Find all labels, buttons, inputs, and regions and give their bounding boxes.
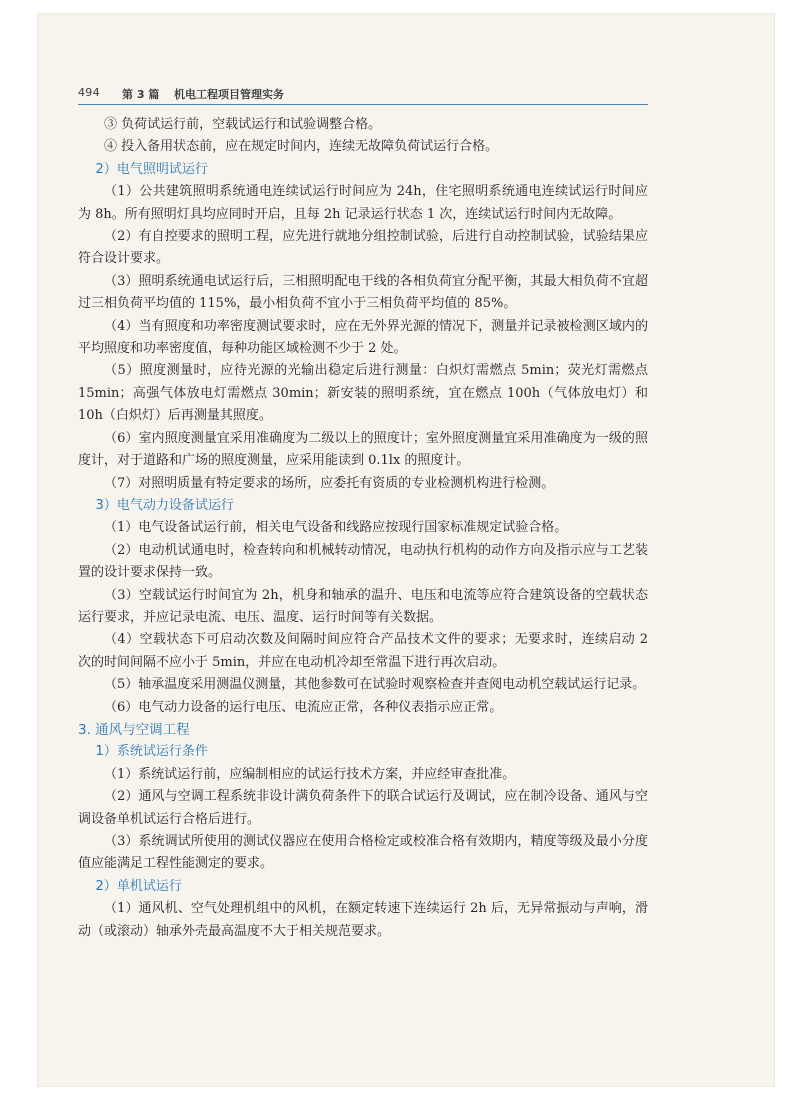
subsection-heading: 2）电气照明试运行 bbox=[95, 161, 208, 177]
body-paragraph: （4）当有照度和功率密度测试要求时，应在无外界光源的情况下，测量并记录被检测区域内的平均照度和功率密度值，每种功能区域检测不少于 2 处。 bbox=[78, 318, 648, 357]
body-paragraph: （1）公共建筑照明系统通电连续试运行时间应为 24h，住宅照明系统通电连续试运行时间应为 8h。所有照明灯具均应同时开启，且每 2h 记录运行状态 1 次，连续试运行时间内无故障。 bbox=[78, 184, 648, 222]
body-paragraph: （5）轴承温度采用测温仪测量，其他参数可在试验时观察检查并查阅电动机空载试运行记录。 bbox=[104, 677, 646, 693]
body-paragraph: ④ 投入备用状态前，应在规定时间内，连续无故障负荷试运行合格。 bbox=[104, 139, 499, 155]
page-number: 494 bbox=[78, 86, 100, 99]
body-paragraph: （2）电动机试通电时，检查转向和机械转动情况，电动执行机构的动作方向及指示应与工艺装置的设计要求保持一致。 bbox=[78, 542, 648, 581]
body-paragraph: ③ 负荷试运行前，空载试运行和试验调整合格。 bbox=[104, 117, 382, 132]
body-paragraph: （1）电气设备试运行前，相关电气设备和线路应按现行国家标准规定试验合格。 bbox=[104, 520, 568, 536]
body-paragraph: （2）有自控要求的照明工程，应先进行就地分组控制试验，后进行自动控制试验，试验结果应符合设计要求。 bbox=[78, 229, 648, 267]
body-paragraph: （3）空载试运行时间宜为 2h，机身和轴承的温升、电压和电流等应符合建筑设备的空载状态运行要求，并应记录电流、电压、温度、运行时间等有关数据。 bbox=[78, 587, 648, 625]
part-label: 第 3 篇 bbox=[122, 88, 160, 101]
running-header bbox=[78, 86, 648, 102]
body-paragraph: （3）照明系统通电试运行后，三相照明配电干线的各相负荷宜分配平衡，其最大相负荷不宜超过三相负荷平均值的 115%，最小相负荷不宜小于三相负荷平均值的 85%。 bbox=[78, 273, 648, 312]
subsection-heading: 3）电气动力设备试运行 bbox=[95, 497, 234, 513]
section-heading: 3. 通风与空调工程 bbox=[78, 721, 190, 738]
body-paragraph: （7）对照明质量有特定要求的场所，应委托有资质的专业检测机构进行检测。 bbox=[104, 475, 555, 491]
subsection-heading: 2）单机试运行 bbox=[95, 878, 182, 894]
part-title: 机电工程项目管理实务 bbox=[174, 88, 284, 101]
body-paragraph: （6）电气动力设备的运行电压、电流应正常，各种仪表指示应正常。 bbox=[104, 699, 503, 715]
body-paragraph: （5）照度测量时，应待光源的光输出稳定后进行测量：白炽灯需燃点 5min；荧光灯需燃点 15min；高强气体放电灯需燃点 30min；新安装的照明系统，宜在燃点 100h（气体放电灯）和 10h（白炽灯）后再测量其照度。 bbox=[78, 363, 648, 424]
body-paragraph: （1）系统试运行前，应编制相应的试运行技术方案，并应经审查批准。 bbox=[104, 766, 516, 782]
body-paragraph: （6）室内照度测量宜采用准确度为二级以上的照度计；室外照度测量宜采用准确度为一级的照度计，对于道路和广场的照度测量，应采用能读到 0.1lx 的照度计。 bbox=[78, 430, 648, 469]
page-body bbox=[78, 114, 648, 943]
header-rule bbox=[78, 104, 648, 105]
subsection-heading: 1）系统试运行条件 bbox=[95, 744, 208, 760]
body-paragraph: （4）空载状态下可启动次数及间隔时间应符合产品技术文件的要求；无要求时，连续启动 2 次的时间间隔不应小于 5min，并应在电动机冷却至常温下进行再次启动。 bbox=[78, 632, 648, 670]
body-paragraph: （2）通风与空调工程系统非设计满负荷条件下的联合试运行及调试，应在制冷设备、通风与空调设备单机试运行合格后进行。 bbox=[78, 789, 648, 827]
body-paragraph: （3）系统调试所使用的测试仪器应在使用合格检定或校准合格有效期内，精度等级及最小分度值应能满足工程性能测定的要求。 bbox=[78, 834, 648, 872]
body-paragraph: （1）通风机、空气处理机组中的风机，在额定转速下连续运行 2h 后，无异常振动与声响，滑动（或滚动）轴承外壳最高温度不大于相关规范要求。 bbox=[78, 901, 648, 939]
